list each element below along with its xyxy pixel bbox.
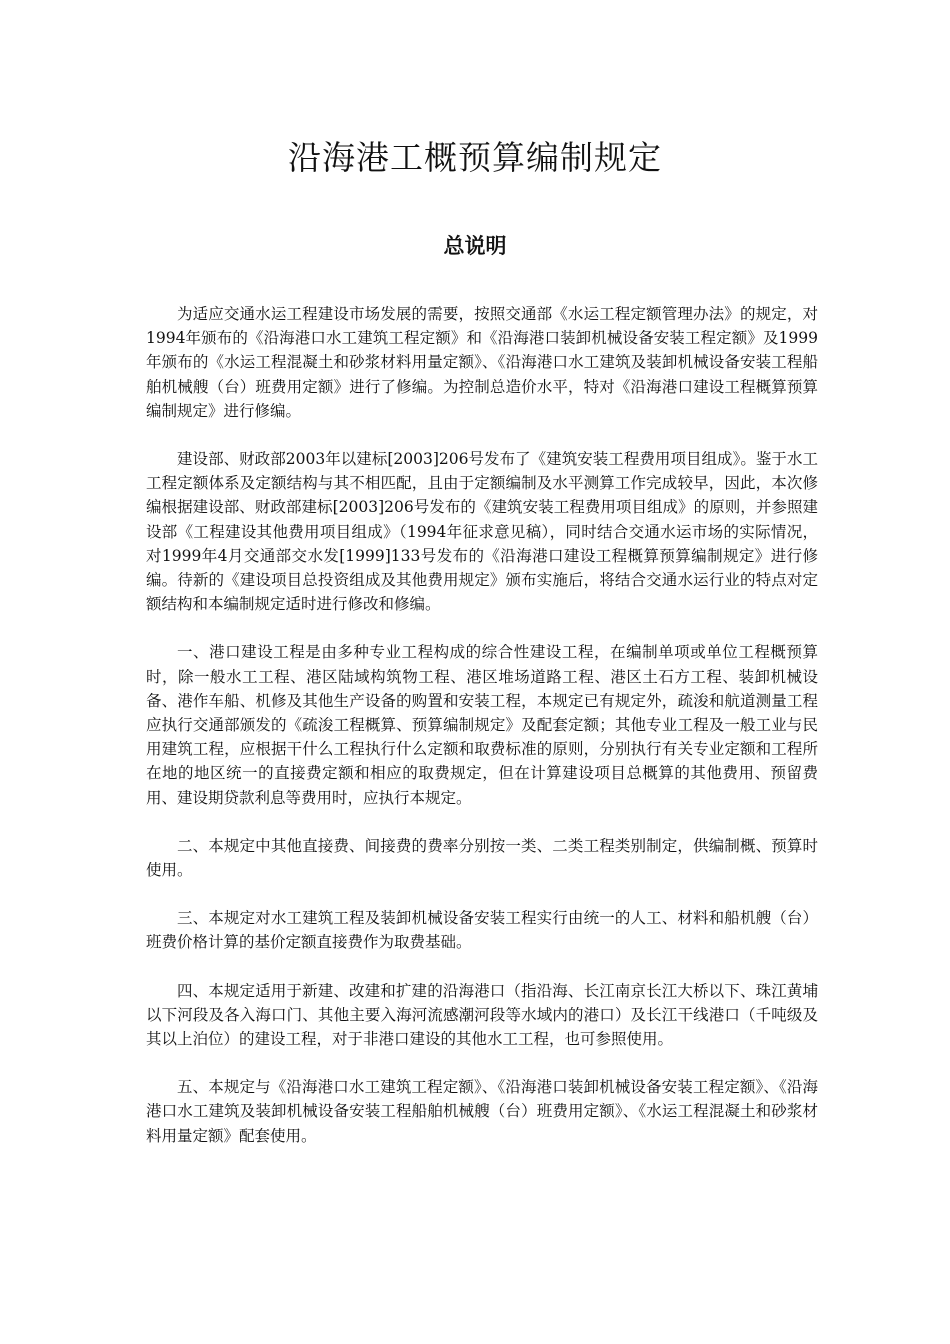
document-title: 沿海港工概预算编制规定 [288,138,662,177]
paragraph-item-2: 二、本规定中其他直接费、间接费的费率分别按一类、二类工程类别制定，供编制概、预算时使用。 [146,836,818,880]
document-body [146,302,818,1172]
paragraph-intro: 为适应交通水运工程建设市场发展的需要，按照交通部《水运工程定额管理办法》的规定，对1994年颁布的《沿海港口水工建筑工程定额》和《沿海港口装卸机械设备安装工程定额》及1999年颁布的《水运工程混凝土和砂浆材料用量定额》、《沿海港口水工建筑及装卸机械设备安装工程船舶机械艘（台）班费用定额》进行了修编。为控制总造价水平，特对《沿海港口建设工程概算预算编制规定》进行修编。 [146,305,818,420]
section-heading: 总说明 [443,234,507,258]
paragraph-item-4: 四、本规定适用于新建、改建和扩建的沿海港口（指沿海、长江南京长江大桥以下、珠江黄埔以下河段及各入海口门、其他主要入海河流感潮河段等水域内的港口）及长江干线港口（千吨级及其以上泊位）的建设工程，对于非港口建设的其他水工工程，也可参照使用。 [146,981,818,1049]
paragraph-item-3: 三、本规定对水工建筑工程及装卸机械设备安装工程实行由统一的人工、材料和船机艘（台）班费价格计算的基价定额直接费作为取费基础。 [146,909,818,952]
paragraph-item-1: 一、港口建设工程是由多种专业工程构成的综合性建设工程，在编制单项或单位工程概预算时，除一般水工工程、港区陆域构筑物工程、港区堆场道路工程、港区土石方工程、装卸机械设备、港作车船、机修及其他生产设备的购置和安装工程，本规定已有规定外，疏浚和航道测量工程应执行交通部颁发的《疏浚工程概算、预算编制规定》及配套定额；其他专业工程及一般工业与民用建筑工程，应根据干什么工程执行什么定额和取费标准的原则，分别执行有关专业定额和工程所在地的地区统一的直接费定额和相应的取费规定，但在计算建设项目总概算的其他费用、预留费用、建设期贷款利息等费用时，应执行本规定。 [146,643,818,807]
paragraph-item-5: 五、本规定与《沿海港口水工建筑工程定额》、《沿海港口装卸机械设备安装工程定额》、《沿海港口水工建筑及装卸机械设备安装工程船舶机械艘（台）班费用定额》、《水运工程混凝土和砂浆材料用量定额》配套使用。 [146,1078,818,1145]
paragraph-background: 建设部、财政部2003年以建标[2003]206号发布了《建筑安装工程费用项目组成》。鉴于水工工程定额体系及定额结构与其不相匹配，且由于定额编制及水平测算工作完成较早，因此，本次修编根据建设部、财政部建标[2003]206号发布的《建筑安装工程费用项目组成》的原则，并参照建设部《工程建设其他费用项目组成》（1994年征求意见稿），同时结合交通水运市场的实际情况，对1999年4月交通部交水发[1999]133号发布的《沿海港口建设工程概算预算编制规定》进行修编。待新的《建设项目总投资组成及其他费用规定》颁布实施后，将结合交通水运行业的特点对定额结构和本编制规定适时进行修改和修编。 [146,450,818,614]
